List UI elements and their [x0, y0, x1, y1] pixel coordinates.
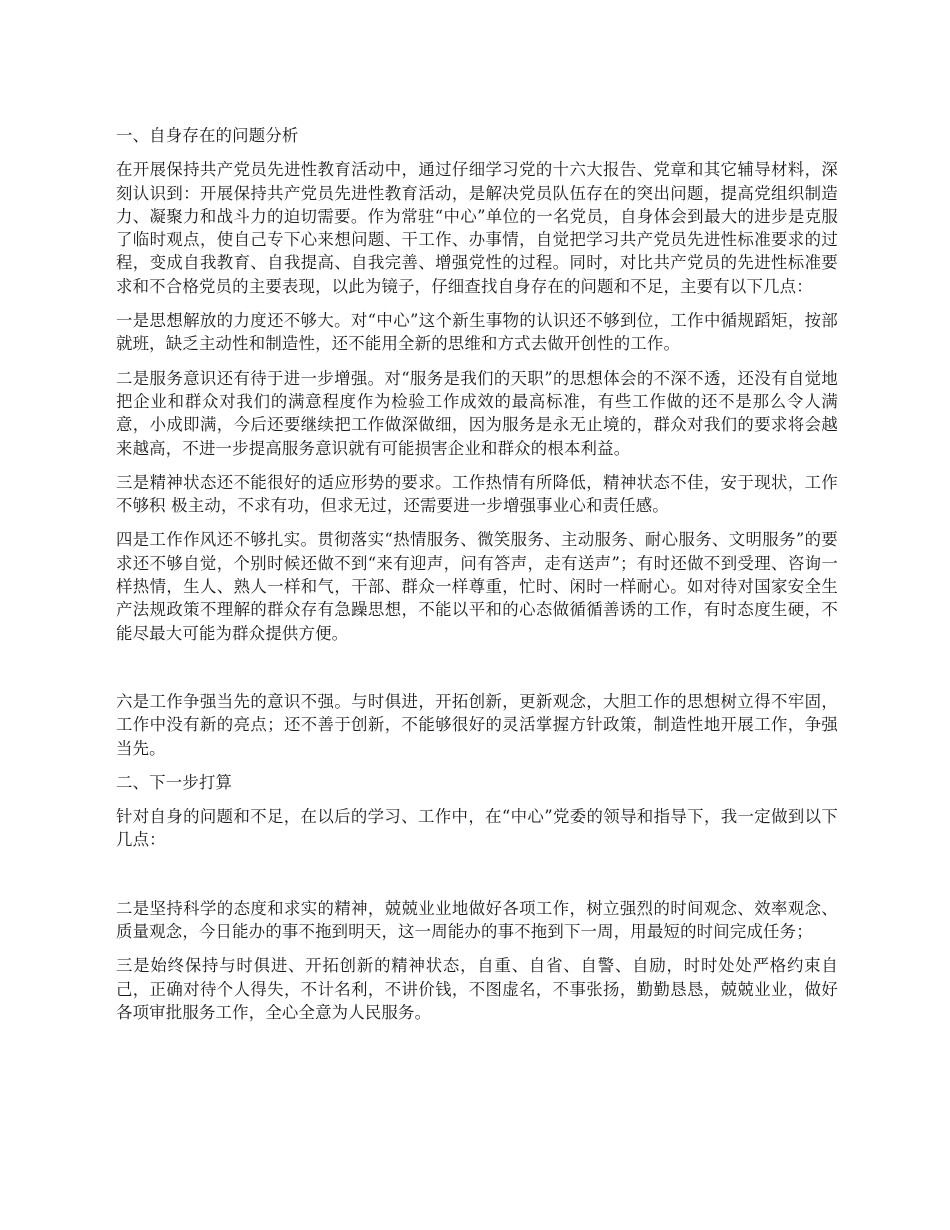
problem-6-paragraph: 六是工作争强当先的意识不强。与时俱进，开拓创新，更新观念，大胆工作的思想树立得不牢固，工作中没有新的亮点；还不善于创新，不能够很好的灵活掌握方针政策，制造性地开展工作，争强当先。 [116, 691, 838, 758]
problem-1-paragraph: 一是思想解放的力度还不够大。对“中心”这个新生事物的认识还不够到位，工作中循规蹈矩，按部就班，缺乏主动性和制造性，还不能用全新的思维和方式去做开创性的工作。 [116, 311, 838, 354]
plan-3-paragraph: 三是始终保持与时俱进、开拓创新的精神状态，自重、自省、自警、自励，时时处处严格约束自己，正确对待个人得失，不计名利，不讲价钱，不图虚名，不事张扬，勤勤恳恳，兢兢业业，做好各项审批服务工作，全心全意为人民服务。 [116, 956, 838, 1022]
problem-4-paragraph: 四是工作作风还不够扎实。贯彻落实“热情服务、微笑服务、主动服务、耐心服务、文明服务”的要求还不够自觉，个别时候还做不到“来有迎声，问有答声，走有送声”；有时还做不到受理、咨询一样热情，生人、熟人一样和气，干部、群众一样尊重，忙时、闲时一样耐心。如对待对国家安全生产法规政策不理解的群众存有急躁思想，不能以平和的心态做循循善诱的工作，有时态度生硬，不能尽最大可能为群众提供方便。 [116, 530, 838, 643]
plan-intro-paragraph: 针对自身的问题和不足，在以后的学习、工作中，在“中心”党委的领导和指导下，我一定做到以下几点： [116, 807, 838, 850]
section2-heading: 二、下一步打算 [116, 772, 233, 792]
intro-paragraph: 在开展保持共产党员先进性教育活动中，通过仔细学习党的十六大报告、党章和其它辅导材料，深刻认识到：开展保持共产党员先进性教育活动，是解决党员队伍存在的突出问题，提高党组织制造力、凝聚力和战斗力的迫切需要。作为常驻“中心”单位的一名党员，自身体会到最大的进步是克服了临时观点，使自己专下心来想问题、干工作、办事情，自觉把学习共产党员先进性标准要求的过程，变成自我教育、自我提高、自我完善、增强党性的过程。同时，对比共产党员的先进性标准要求和不合格党员的主要表现，以此为镜子，仔细查找自身存在的问题和不足，主要有以下几点： [116, 160, 838, 296]
problem-2-paragraph: 二是服务意识还有待于进一步增强。对“服务是我们的天职”的思想体会的不深不透，还没有自觉地把企业和群众对我们的满意程度作为检验工作成效的最高标准，有些工作做的还不是那么令人满意，小成即满，今后还要继续把工作做深做细，因为服务是永无止境的，群众对我们的要求将会越来越高，不进一步提高服务意识就有可能损害企业和群众的根本利益。 [116, 368, 838, 458]
plan-2-paragraph: 二是坚持科学的态度和求实的精神，兢兢业业地做好各项工作，树立强烈的时间观念、效率观念、质量观念，今日能办的事不拖到明天，这一周能办的事不拖到下一周，用最短的时间完成任务； [116, 898, 838, 942]
document-body [116, 124, 838, 1024]
problem-3-paragraph: 三是精神状态还不能很好的适应形势的要求。工作热情有所降低，精神状态不佳，安于现状，工作不够积 极主动，不求有功，但求无过，还需要进一步增强事业心和责任感。 [116, 472, 838, 516]
section1-heading: 一、自身存在的问题分析 [116, 126, 299, 145]
